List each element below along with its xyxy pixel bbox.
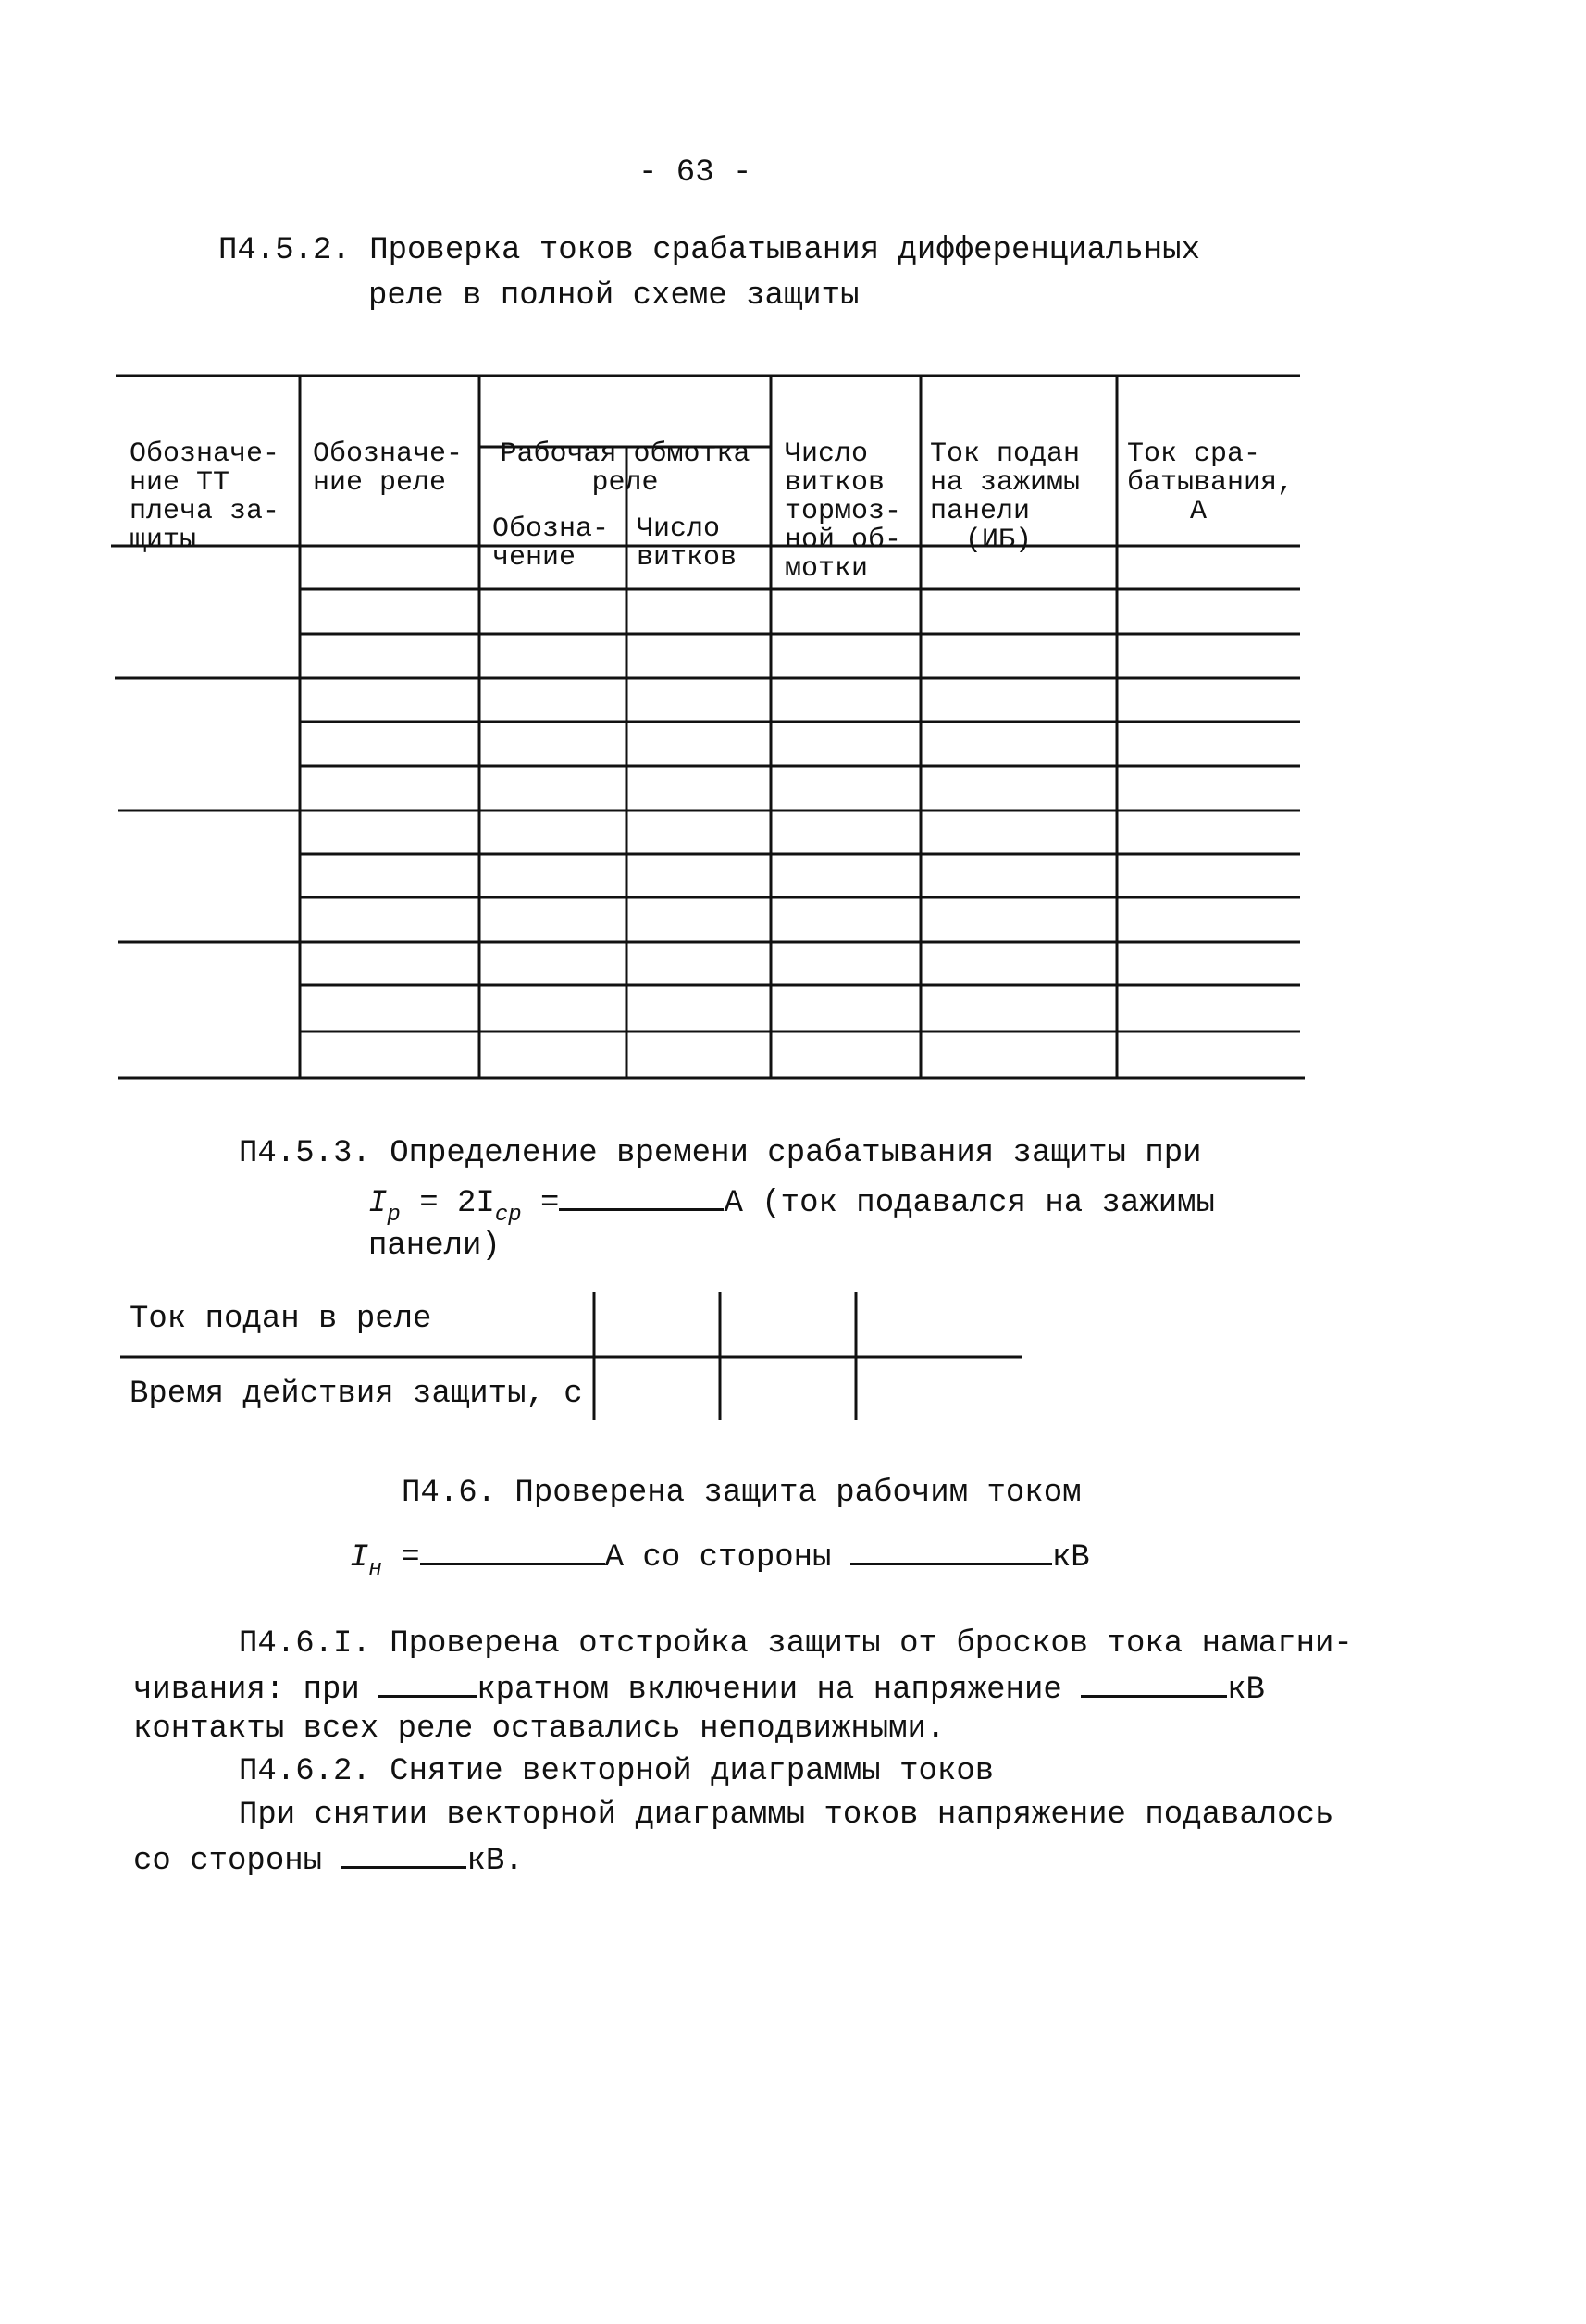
- side-blank: [341, 1842, 466, 1869]
- pickup-current-blank: [559, 1184, 724, 1211]
- multiplicity-blank: [378, 1671, 477, 1698]
- section-5-2-title-line2: реле в полной схеме защиты: [368, 278, 860, 314]
- header-brake-winding-turns: Число витков тормоз- ной об- мотки: [785, 439, 902, 585]
- header-sub-turns: Число витков: [637, 513, 737, 574]
- section-6-title: П4.6. Проверена защита рабочим током: [402, 1476, 1082, 1511]
- section-5-3-formula: $I_р = 2I_{ср} = А$ (ток подавался на зажимы: [368, 1186, 1215, 1228]
- header-sub-designation: Обозна- чение: [492, 513, 610, 574]
- table2-row1-label: Ток подан в реле: [130, 1302, 432, 1337]
- section-6-formula: $I_н = А$ со стороны кВ: [350, 1540, 1090, 1582]
- section-6-1-line3: контакты всех реле оставались неподвижными.: [133, 1712, 946, 1747]
- header-pickup-current: Ток сра- батывания, А: [1127, 439, 1295, 527]
- section-5-2-title-line1: П4.5.2. Проверка токов срабатывания дифференциальных: [218, 233, 1200, 268]
- section-6-1-line1: П4.6.I. Проверена отстройка защиты от бросков тока намагни-: [239, 1626, 1353, 1662]
- header-tt-designation: Обозначе- ние ТТ плеча за- щиты: [130, 439, 280, 556]
- section-5-3-line1: П4.5.3. Определение времени срабатывания защиты при: [239, 1136, 1202, 1171]
- section-6-2-line2: со стороны кВ.: [133, 1844, 524, 1879]
- header-relay-designation: Обозначе- ние реле: [313, 439, 464, 499]
- section-6-2-title: П4.6.2. Снятие векторной диаграммы токов: [239, 1754, 995, 1789]
- header-working-winding: Рабочая обмотка реле: [500, 439, 750, 499]
- side-voltage-blank: [850, 1539, 1052, 1565]
- table2-row2-label: Время действия защиты, с: [130, 1377, 583, 1412]
- page-number: - 63 -: [638, 155, 752, 191]
- voltage-blank: [1081, 1671, 1227, 1698]
- section-6-2-line1: При снятии векторной диаграммы токов напряжение подавалось: [239, 1798, 1334, 1833]
- working-current-blank: [420, 1539, 605, 1565]
- header-current-applied: Ток подан на зажимы панели (ИБ): [930, 439, 1081, 556]
- section-5-3-line3: панели): [368, 1229, 501, 1264]
- section-6-1-line2: чивания: при кратном включении на напряжение кВ: [133, 1673, 1265, 1708]
